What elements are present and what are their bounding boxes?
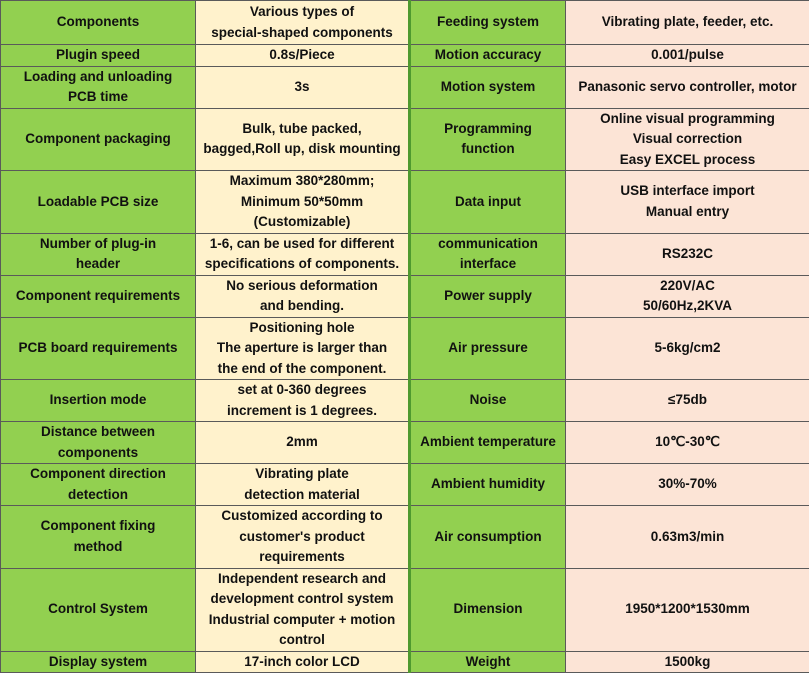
table-row <box>1 380 809 422</box>
pcb-board-requirements-value: Positioning hole The aperture is larger than the end of the component. <box>196 317 410 380</box>
loadable-pcb-size-label: Loadable PCB size <box>1 171 196 234</box>
table-row <box>1 233 809 275</box>
communication-interface-value: RS232C <box>566 233 809 275</box>
power-supply-value: 220V/AC 50/60Hz,2KVA <box>566 275 809 317</box>
loading-time-label: Loading and unloading PCB time <box>1 66 196 108</box>
table-row <box>1 171 809 234</box>
fixing-method-value: Customized according to customer's product requirements <box>196 506 410 569</box>
weight-label: Weight <box>410 651 566 673</box>
ambient-temperature-value: 10℃-30℃ <box>566 422 809 464</box>
table-row <box>1 1 809 45</box>
table-row <box>1 464 809 506</box>
table-row <box>1 651 809 673</box>
data-input-label: Data input <box>410 171 566 234</box>
motion-system-value: Panasonic servo controller, motor <box>566 66 809 108</box>
ambient-temperature-label: Ambient temperature <box>410 422 566 464</box>
display-system-label: Display system <box>1 651 196 673</box>
programming-function-value: Online visual programming Visual correction Easy EXCEL process <box>566 108 809 171</box>
loadable-pcb-size-value: Maximum 380*280mm; Minimum 50*50mm (Customizable) <box>196 171 410 234</box>
programming-function-label: Programming function <box>410 108 566 171</box>
air-consumption-label: Air consumption <box>410 506 566 569</box>
air-pressure-label: Air pressure <box>410 317 566 380</box>
table-row <box>1 66 809 108</box>
display-system-value: 17-inch color LCD <box>196 651 410 673</box>
loading-time-value: 3s <box>196 66 410 108</box>
motion-accuracy-value: 0.001/pulse <box>566 45 809 67</box>
insertion-mode-label: Insertion mode <box>1 380 196 422</box>
direction-detection-label: Component direction detection <box>1 464 196 506</box>
insertion-mode-value: set at 0-360 degrees increment is 1 degrees. <box>196 380 410 422</box>
components-value: Various types of special-shaped components <box>196 1 410 45</box>
component-packaging-label: Component packaging <box>1 108 196 171</box>
data-input-value: USB interface import Manual entry <box>566 171 809 234</box>
fixing-method-label: Component fixing method <box>1 506 196 569</box>
table-row <box>1 275 809 317</box>
components-label: Components <box>1 1 196 45</box>
table-row <box>1 506 809 569</box>
table-row <box>1 422 809 464</box>
table-row <box>1 317 809 380</box>
motion-accuracy-label: Motion accuracy <box>410 45 566 67</box>
control-system-label: Control System <box>1 568 196 651</box>
plugin-speed-value: 0.8s/Piece <box>196 45 410 67</box>
table-row <box>1 45 809 67</box>
component-packaging-value: Bulk, tube packed, bagged,Roll up, disk mounting <box>196 108 410 171</box>
component-requirements-value: No serious deformation and bending. <box>196 275 410 317</box>
noise-value: ≤75db <box>566 380 809 422</box>
air-pressure-value: 5-6kg/cm2 <box>566 317 809 380</box>
air-consumption-value: 0.63m3/min <box>566 506 809 569</box>
direction-detection-value: Vibrating plate detection material <box>196 464 410 506</box>
control-system-value: Independent research and development control system Industrial computer + motion control <box>196 568 410 651</box>
dimension-value: 1950*1200*1530mm <box>566 568 809 651</box>
weight-value: 1500kg <box>566 651 809 673</box>
ambient-humidity-label: Ambient humidity <box>410 464 566 506</box>
component-requirements-label: Component requirements <box>1 275 196 317</box>
table-row <box>1 568 809 651</box>
plug-in-header-value: 1-6, can be used for different specifications of components. <box>196 233 410 275</box>
plugin-speed-label: Plugin speed <box>1 45 196 67</box>
communication-interface-label: communication interface <box>410 233 566 275</box>
table-row <box>1 108 809 171</box>
pcb-board-requirements-label: PCB board requirements <box>1 317 196 380</box>
motion-system-label: Motion system <box>410 66 566 108</box>
power-supply-label: Power supply <box>410 275 566 317</box>
dimension-label: Dimension <box>410 568 566 651</box>
spec-table-body <box>1 1 809 673</box>
feeding-system-value: Vibrating plate, feeder, etc. <box>566 1 809 45</box>
component-distance-value: 2mm <box>196 422 410 464</box>
component-distance-label: Distance between components <box>1 422 196 464</box>
ambient-humidity-value: 30%-70% <box>566 464 809 506</box>
noise-label: Noise <box>410 380 566 422</box>
plug-in-header-label: Number of plug-in header <box>1 233 196 275</box>
feeding-system-label: Feeding system <box>410 1 566 45</box>
